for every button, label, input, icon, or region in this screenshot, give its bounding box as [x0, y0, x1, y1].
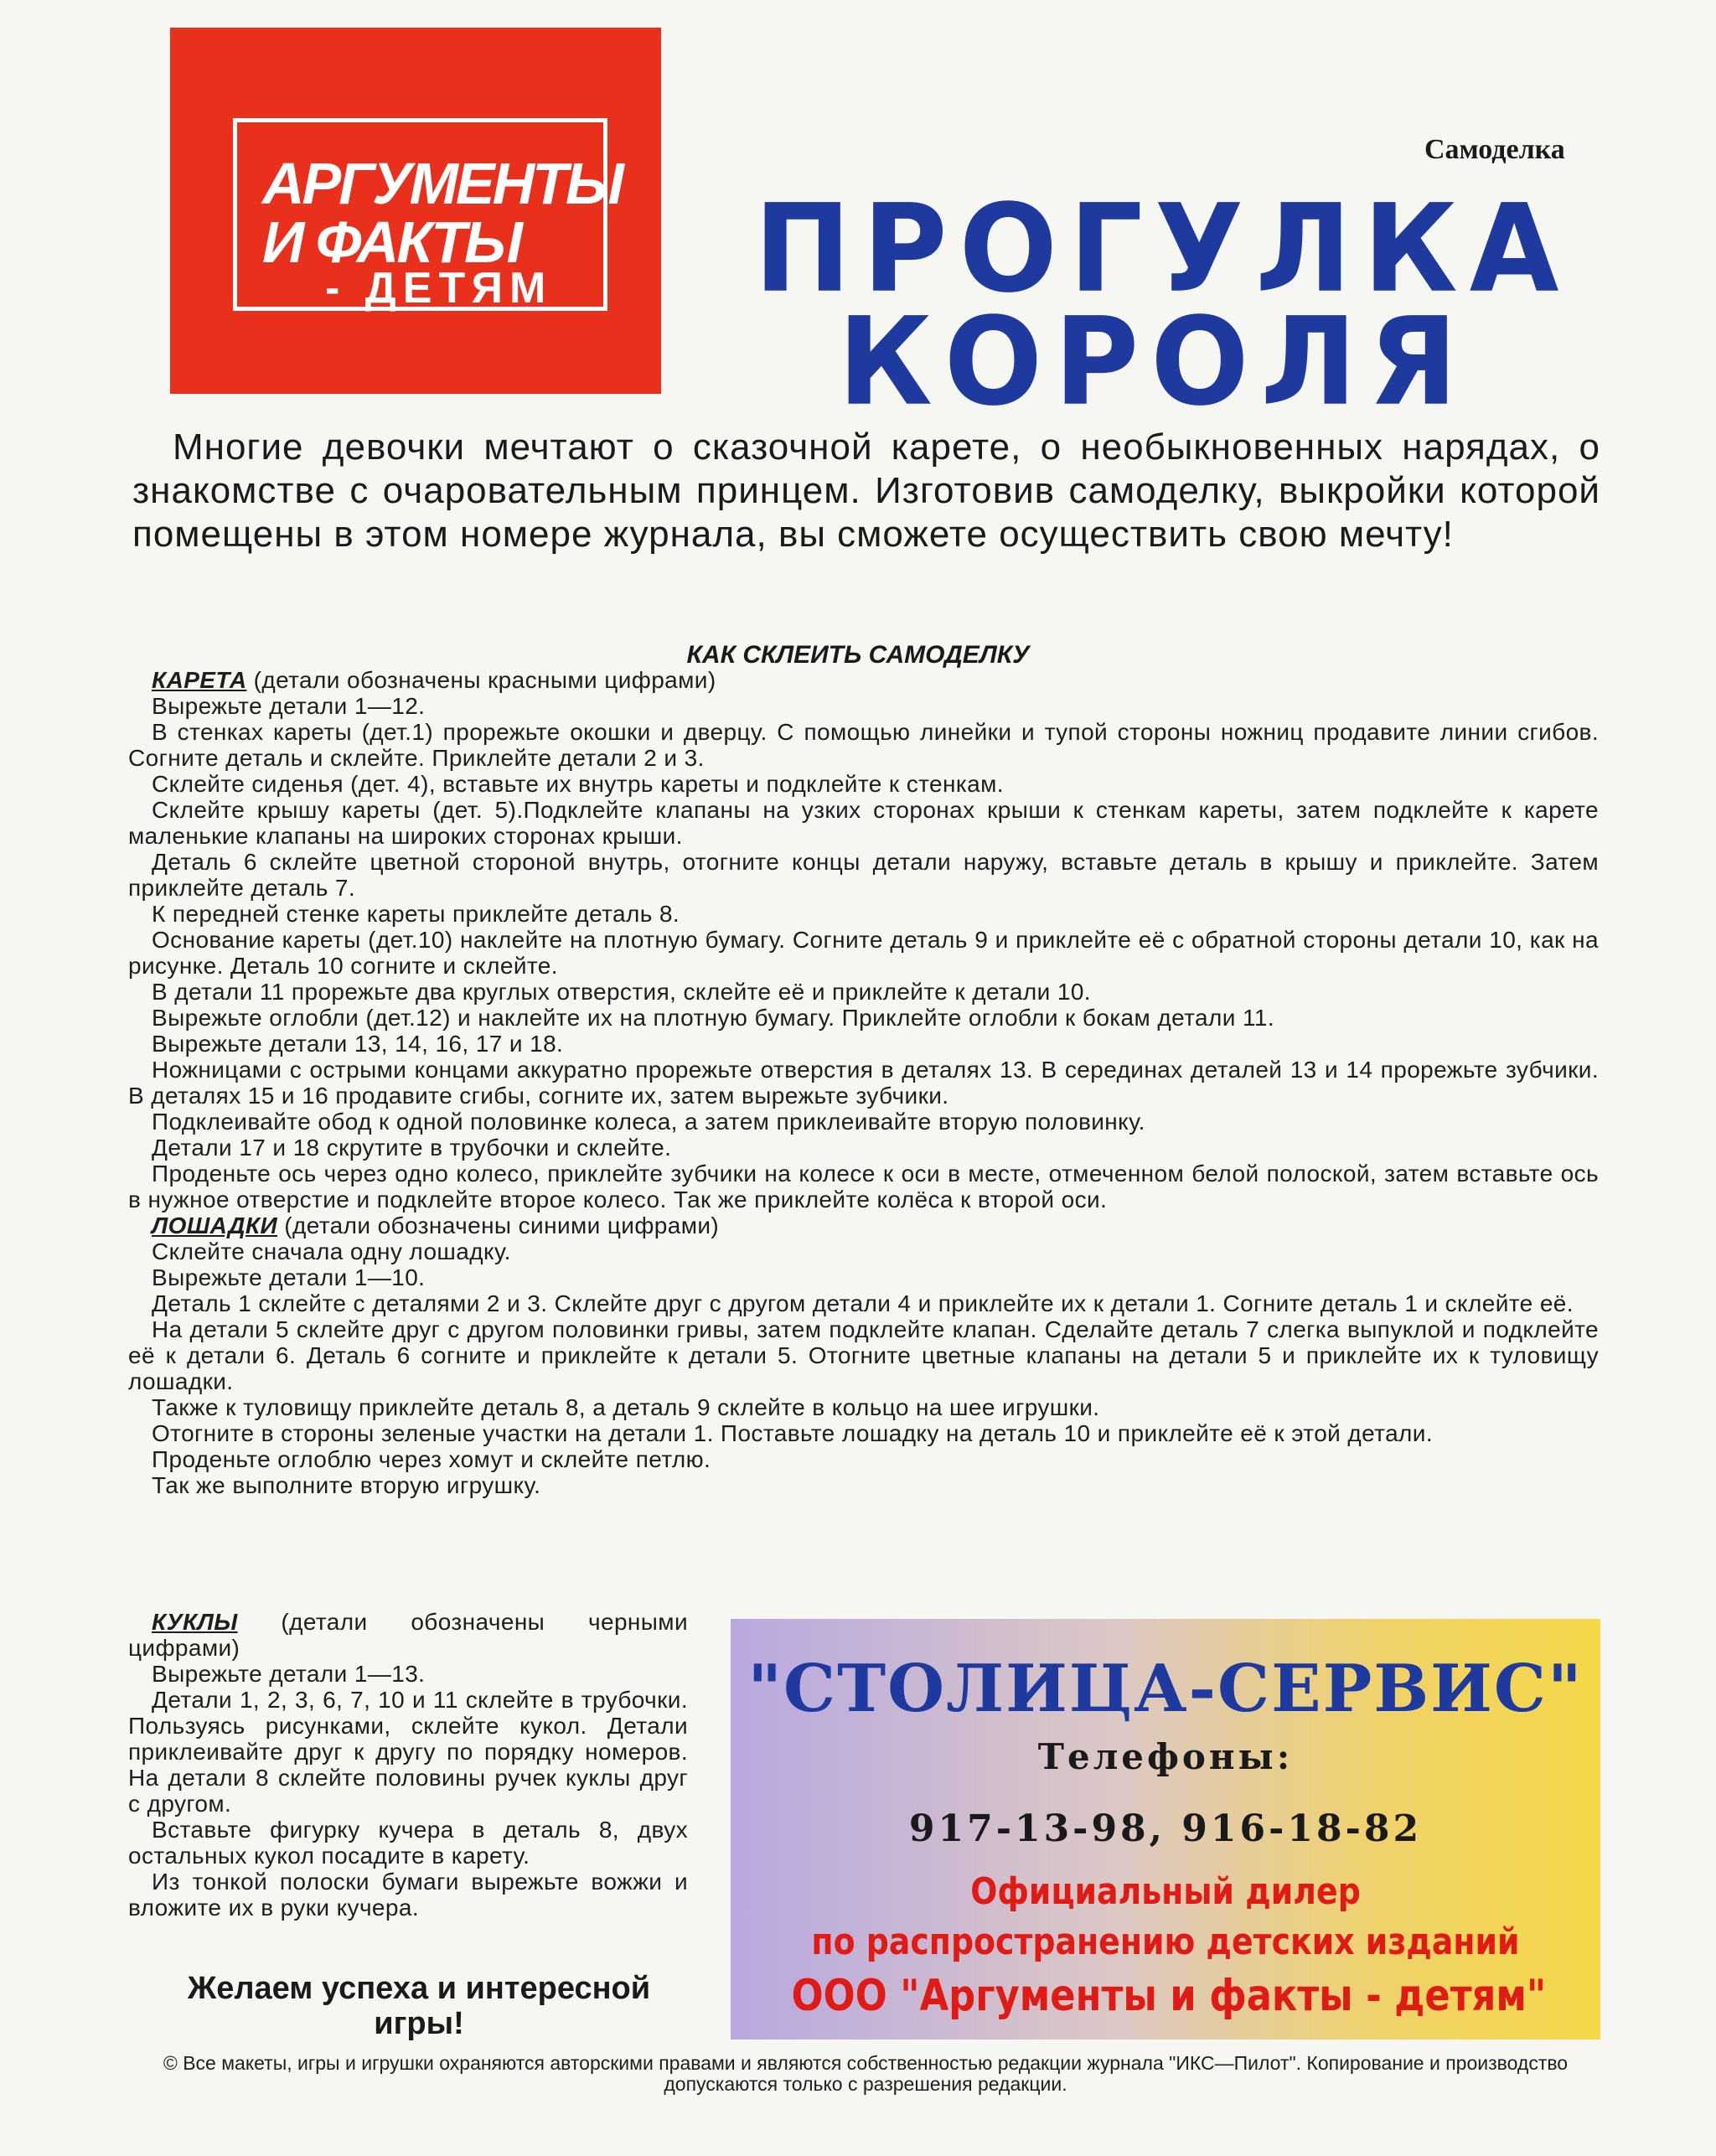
carriage-step: Основание кареты (дет.10) наклейте на плотную бумагу. Согните деталь 9 и приклейте её с обратной стороны детали 10, как на рисунке. Деталь 10 согните и склейте. [128, 927, 1599, 979]
dolls-step: Детали 1, 2, 3, 6, 7, 10 и 11 склейте в трубочки. Пользуясь рисунками, склейте кукол. Детали приклеивайте друг к другу по порядку номеров. На детали 8 склейте половины ручек куклы друг с другом. [128, 1687, 688, 1817]
carriage-step: В детали 11 прорежьте два круглых отверстия, склейте её и приклейте к детали 10. [152, 979, 1091, 1005]
intro-paragraph: Многие девочки мечтают о сказочной карете, о необыкновенных нарядах, о знакомстве с очаровательным принцем. Изготовив самоделку, выкройки которой помещены в этом номере журнала, вы сможете осуществить свою мечту! [132, 427, 1600, 555]
carriage-step: Склейте сиденья (дет. 4), вставьте их внутрь кареты и подклейте к стенкам. [152, 771, 1004, 797]
horses-step: Проденьте оглоблю через хомут и склейте петлю. [152, 1446, 711, 1472]
logo-line-3: - ДЕТЯМ [325, 264, 553, 313]
horses-step: Также к туловищу приклейте деталь 8, а деталь 9 склейте в кольцо на шее игрушки. [152, 1394, 1100, 1420]
carriage-step: Деталь 6 склейте цветной стороной внутрь, отогните концы детали наружу, вставьте деталь в крышу и приклейте. Затем приклейте деталь 7. [128, 849, 1599, 901]
horses-step: Так же выполните вторую игрушку. [152, 1472, 541, 1498]
ad-company-name: "СТОЛИЦА-СЕРВИС" [747, 1651, 1584, 1727]
logo-line-1: АРГУМЕНТЫ [262, 151, 622, 216]
horses-step: Деталь 1 склейте с деталями 2 и 3. Склейте друг с другом детали 4 и приклейте их к детали 1. Согните деталь 1 и склейте её. [152, 1290, 1574, 1316]
magazine-logo [170, 28, 661, 394]
dolls-heading-line [128, 1609, 688, 1661]
carriage-heading: КАРЕТА [152, 667, 247, 693]
carriage-step: Склейте крышу кареты (дет. 5).Подклейте клапаны на узких сторонах крыши к стенкам кареты, затем подклейте к карете маленькие клапаны на широких сторонах крыши. [128, 797, 1599, 849]
dolls-step: Вырежьте детали 1—13. [152, 1661, 426, 1687]
instructions-main [128, 667, 1599, 1498]
logo-line-2: И ФАКТЫ [262, 209, 520, 275]
carriage-step: В стенках кареты (дет.1) прорежьте окошки и дверцу. С помощью линейки и тупой стороны ножниц продавите линии сгибов. Согните деталь и склейте. Приклейте детали 2 и 3. [128, 719, 1599, 771]
ad-dealer-line-1: Официальный дилер [970, 1870, 1361, 1913]
ad-phone-numbers: 917-13-98, 916-18-82 [908, 1807, 1423, 1850]
carriage-step: Ножницами с острыми концами аккуратно прорежьте отверстия в деталях 13. В серединах деталей 13 и 14 прорежьте зубчики. В деталях 15 и 16 продавите сгибы, согните их, затем вырежьте зубчики. [128, 1057, 1599, 1109]
horses-heading-line [128, 1212, 1599, 1238]
carriage-step: Вырежьте оглобли (дет.12) и наклейте их на плотную бумагу. Приклейте оглобли к бокам детали 11. [152, 1005, 1275, 1031]
carriage-note: (детали обозначены красными цифрами) [246, 667, 716, 693]
logo-frame [233, 118, 622, 313]
carriage-step: Подклеивайте обод к одной половинке колеса, а затем приклеивайте вторую половинку. [152, 1109, 1145, 1135]
dolls-note: (детали обозначены черными цифрами) [128, 1609, 688, 1661]
horses-step: Отогните в стороны зеленые участки на детали 1. Поставьте лошадку на деталь 10 и приклейте её к этой детали. [152, 1420, 1434, 1446]
horses-heading: ЛОШАДКИ [152, 1212, 278, 1238]
instructions-heading: КАК СКЛЕИТЬ САМОДЕЛКУ [686, 641, 1030, 669]
horses-step: Вырежьте детали 1—10. [152, 1264, 426, 1290]
carriage-step: Вырежьте детали 13, 14, 16, 17 и 18. [152, 1031, 564, 1057]
dolls-step: Из тонкой полоски бумаги вырежьте вожжи и вложите их в руки кучера. [128, 1869, 688, 1921]
instructions-dolls [128, 1609, 688, 1921]
advertisement-box [731, 1619, 1600, 2040]
horses-note: (детали обозначены синими цифрами) [277, 1212, 720, 1238]
section-label: Самоделка [1424, 134, 1565, 165]
carriage-step: К передней стенке кареты приклейте деталь 8. [152, 901, 680, 927]
carriage-heading-line [128, 667, 1599, 693]
horses-step: Склейте сначала одну лошадку. [152, 1238, 511, 1264]
dolls-step: Вставьте фигурку кучера в деталь 8, двух остальных кукол посадите в карету. [128, 1817, 688, 1869]
carriage-step: Вырежьте детали 1—12. [152, 693, 426, 719]
page-title-line-2: КОРОЛЯ [838, 291, 1470, 433]
horses-step: На детали 5 склейте друг с другом половинки гривы, затем подклейте клапан. Сделайте деталь 7 слегка выпуклой и подклейте её к детали 6. Деталь 6 согните и приклейте к детали 5. Отогните цветные клапаны на детали 5 и приклейте их к туловищу лошадки. [128, 1316, 1599, 1394]
ad-dealer-line-2: по распространению детских изданий [811, 1921, 1520, 1963]
ad-dealer-line-3: ООО "Аргументы и факты - детям" [791, 1971, 1547, 2021]
closing-wish: Желаем успеха и интересной игры! [187, 1971, 651, 2041]
dolls-heading: КУКЛЫ [152, 1609, 238, 1635]
carriage-step: Детали 17 и 18 скрутите в трубочки и склейте. [152, 1135, 672, 1161]
page-title-line-1: ПРОГУЛКА [754, 178, 1571, 320]
carriage-step: Проденьте ось через одно колесо, приклейте зубчики на колесе к оси в месте, отмеченном белой полоской, затем вставьте ось в нужное отверстие и подклейте второе колесо. Так же приклейте колёса к второй оси. [128, 1161, 1599, 1212]
ad-phones-label: Телефоны: [1037, 1736, 1294, 1777]
copyright-notice: © Все макеты, игры и игрушки охраняются авторскими правами и являются собственностью редакции журнала "ИКС—Пилот". Копирование и производство допускаются только с разрешения редакции. [163, 2052, 1569, 2095]
